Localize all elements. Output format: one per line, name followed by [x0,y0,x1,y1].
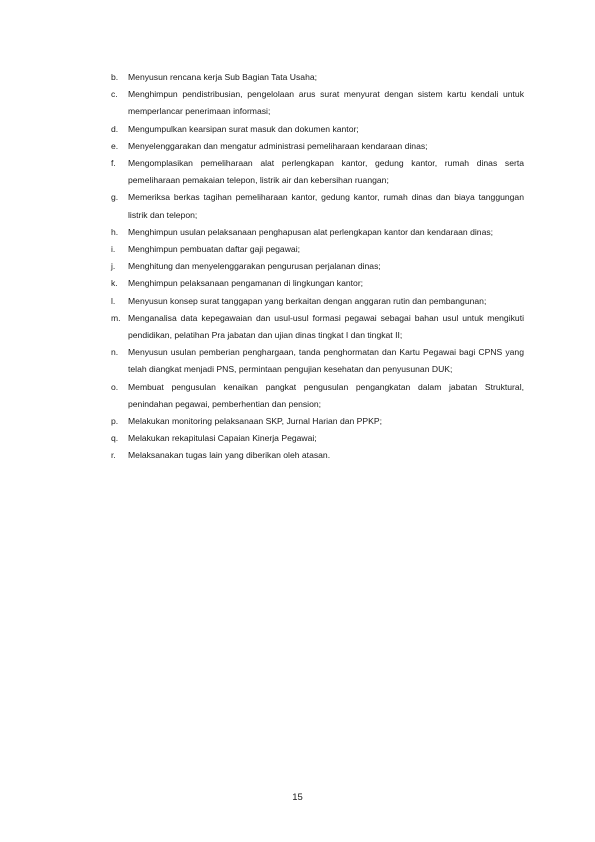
list-item [111,121,524,138]
list-item-marker: f. [111,158,116,169]
list-item-marker: e. [111,140,119,151]
list-item [111,293,524,310]
list-item-marker: l. [111,295,116,306]
list-item [111,379,524,413]
list-item-marker: q. [111,433,119,444]
list-item-text: Melakukan rekapitulasi Capaian Kinerja Pegawai; [128,433,317,444]
list-item [111,258,524,275]
list-item [111,413,524,430]
list-item-text: Menghimpun pembuatan daftar gaji pegawai; [128,244,300,255]
list-item-text: Menyusun usulan pemberian penghargaan, tanda penghormatan dan Kartu Pegawai bagi CPNS yang telah diangkat menjadi PNS, permintaan pengujian kesehatan dan penyusunan DUK; [128,347,524,375]
duty-list [111,69,524,465]
list-item-text: Membuat pengusulan kenaikan pangkat pengusulan pengangkatan dalam jabatan Struktural, penindahan pegawai, pemberhentian dan pension; [128,381,524,409]
list-item-marker: i. [111,244,116,255]
list-item-text: Melaksanakan tugas lain yang diberikan oleh atasan. [128,450,331,461]
list-item [111,86,524,120]
list-item-text: Memeriksa berkas tagihan pemeliharaan kantor, gedung kantor, rumah dinas dan biaya tanggungan listrik dan telepon; [128,192,524,220]
list-item [111,69,524,86]
list-item-marker: c. [111,89,118,100]
list-item-marker: r. [111,450,116,461]
list-item-marker: g. [111,192,119,203]
list-item [111,241,524,258]
list-item-text: Menyelenggarakan dan mengatur administrasi pemeliharaan kendaraan dinas; [128,140,428,151]
list-item-text: Menyusun rencana kerja Sub Bagian Tata Usaha; [128,72,318,82]
list-item-text: Menghitung dan menyelenggarakan pengurusan perjalanan dinas; [128,261,381,272]
list-item-text: Mengomplasikan pemeliharaan alat perlengkapan kantor, gedung kantor, rumah dinas serta pemeliharaan pemakaian telepon, listrik air dan kebersihan ruangan; [128,158,524,186]
list-item [111,189,524,223]
list-item-marker: o. [111,381,119,392]
list-item [111,138,524,155]
list-item-marker: h. [111,226,119,237]
list-item-marker: m. [111,312,121,323]
list-item [111,430,524,447]
list-item [111,224,524,241]
list-item [111,155,524,189]
list-item [111,447,524,464]
list-item-text: Menghimpun usulan pelaksanaan penghapusan alat perlengkapan kantor dan kendaraan dinas; [128,226,494,237]
list-item [111,344,524,378]
list-item-marker: d. [111,123,119,134]
list-item [111,275,524,292]
page-number: 15 [292,792,303,803]
list-item-marker: n. [111,347,119,358]
list-item [111,310,524,344]
list-item-text: Mengumpulkan kearsipan surat masuk dan dokumen kantor; [128,123,359,134]
list-item-text: Menghimpun pelaksanaan pengamanan di lingkungan kantor; [128,278,364,289]
list-item-marker: k. [111,278,118,289]
list-item-text: Melakukan monitoring pelaksanaan SKP, Jurnal Harian dan PPKP; [128,416,382,427]
list-item-marker: j. [111,261,116,272]
list-item-marker: b. [111,72,119,82]
list-item-text: Menghimpun pendistribusian, pengelolaan arus surat menyurat dengan sistem kartu kendali untuk memperlancar penerimaan informasi; [128,89,524,117]
list-item-text: Menganalisa data kepegawaian dan usul-usul formasi pegawai sebagai bahan usul untuk mengikuti pendidikan, pelatihan Pra jabatan dan ujian dinas tingkat I dan tingkat II; [128,312,524,341]
list-item-text: Menyusun konsep surat tanggapan yang berkaitan dengan anggaran rutin dan pembangunan; [128,295,487,306]
list-item-marker: p. [111,416,119,427]
